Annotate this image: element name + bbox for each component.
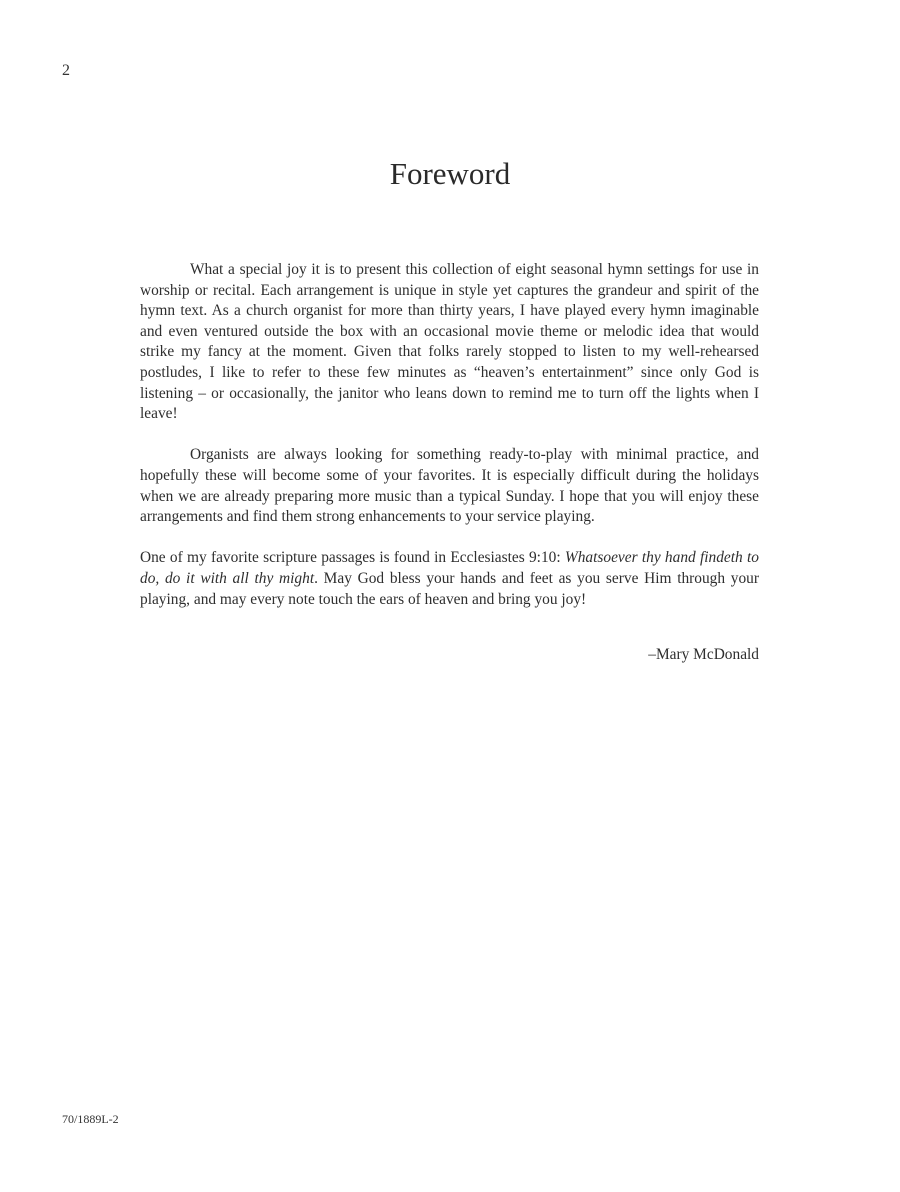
foreword-body bbox=[140, 260, 759, 631]
scripture-quote: Whatsoever thy hand findeth to do, do it with all thy might bbox=[140, 549, 759, 587]
catalog-code: 70/1889L-2 bbox=[62, 1112, 119, 1126]
paragraph-organists: Organists are always looking for something ready-to-play with minimal practice, and hopefully these will become some of your favorites. It is especially difficult during the holidays when we are already preparing more music than a typical Sunday. I hope that you will enjoy these arrangements and find them strong enhancements to your service playing. bbox=[140, 446, 759, 526]
scripture-lead-text: One of my favorite scripture passages is found in Ecclesiastes 9:10: bbox=[140, 549, 565, 567]
author-signature: –Mary McDonald bbox=[648, 646, 759, 663]
paragraph-intro: What a special joy it is to present this collection of eight seasonal hymn settings for use in worship or recital. Each arrangement is unique in style yet captures the grandeur and spirit of the hymn text. As a church organist for more than thirty years, I have played every hymn imaginable and even ventured outside the box with an occasional movie theme or melodic idea that would strike my fancy at the moment. Given that folks rarely stopped to listen to my well-rehearsed postludes, I like to refer to these few minutes as “heaven’s entertainment” since only God is listening – or occasionally, the janitor who leans down to remind me to turn off the lights when I leave! bbox=[140, 261, 759, 423]
paragraph-scripture bbox=[140, 548, 759, 610]
page-title: Foreword bbox=[389, 156, 511, 191]
scripture-closing-text: . May God bless your hands and feet as you serve Him through your playing, and may every note touch the ears of heaven and bring you joy! bbox=[140, 569, 759, 608]
page-number: 2 bbox=[62, 62, 70, 79]
